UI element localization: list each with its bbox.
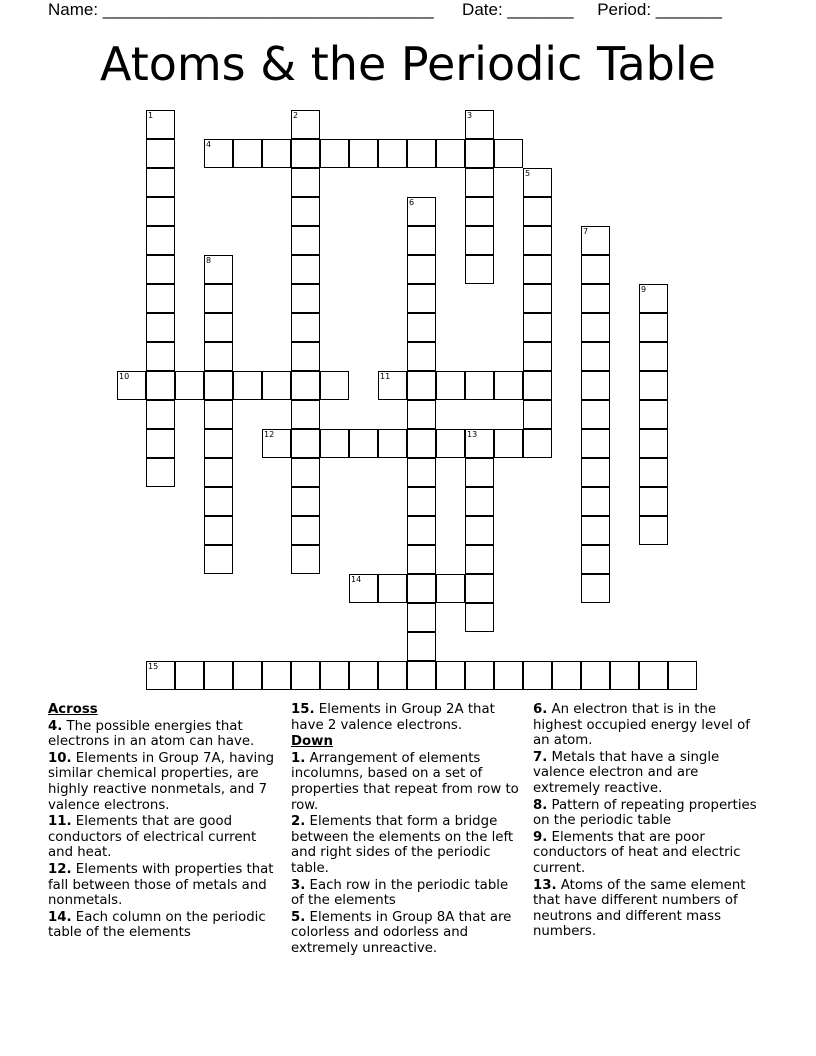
grid-cell[interactable] [523,284,552,313]
clue-number-label: 4 [206,140,212,149]
grid-cell[interactable] [407,139,436,168]
grid-cell[interactable] [465,574,494,603]
grid-cell[interactable] [291,255,320,284]
clue-number-label: 7 [583,227,589,236]
grid-cell[interactable] [581,661,610,690]
grid-cell[interactable] [204,284,233,313]
grid-cell[interactable] [465,371,494,400]
grid-cell[interactable] [407,545,436,574]
grid-cell[interactable] [494,661,523,690]
clue-number-label: 10 [119,372,130,381]
grid-cell[interactable] [291,458,320,487]
header-fields: Name: ___________________________________ Date: _______ Period: _______ [48,0,722,19]
clue-down-1: 1. Arrangement of elements incolumns, based on a set of properties that repeat from row to row. [291,750,519,813]
clue-number-label: 6 [409,198,415,207]
grid-cell[interactable] [581,400,610,429]
grid-cell[interactable] [291,168,320,197]
grid-cell[interactable] [378,371,407,400]
grid-cell[interactable] [407,284,436,313]
grid-cell[interactable] [378,429,407,458]
grid-cell[interactable] [146,139,175,168]
grid-cell[interactable] [407,226,436,255]
grid-cell[interactable] [523,197,552,226]
grid-cell[interactable] [581,545,610,574]
grid-cell[interactable] [320,661,349,690]
grid-cell[interactable] [581,255,610,284]
grid-cell[interactable] [146,284,175,313]
clue-number-label: 14 [351,575,362,584]
grid-cell[interactable] [407,458,436,487]
grid-cell[interactable] [378,139,407,168]
grid-cell[interactable] [407,342,436,371]
grid-cell[interactable] [291,110,320,139]
grid-cell[interactable] [291,429,320,458]
clue-down-7: 7. Metals that have a single valence electron and are extremely reactive. [533,749,720,796]
clue-number-label: 12 [264,430,275,439]
clue-across-4: 4. The possible energies that electrons in an atom can have. [48,718,255,750]
grid-cell[interactable] [146,342,175,371]
grid-cell[interactable] [581,226,610,255]
grid-cell[interactable] [291,516,320,545]
grid-cell[interactable] [320,429,349,458]
clue-number-label: 1 [148,111,154,120]
grid-cell[interactable] [349,574,378,603]
grid-cell[interactable] [523,661,552,690]
grid-cell[interactable] [233,371,262,400]
clue-number-label: 3 [467,111,473,120]
grid-cell[interactable] [204,400,233,429]
grid-cell[interactable] [204,371,233,400]
grid-cell[interactable] [146,371,175,400]
grid-cell[interactable] [465,661,494,690]
grid-cell[interactable] [465,255,494,284]
grid-cell[interactable] [639,516,668,545]
grid-cell[interactable] [639,487,668,516]
clue-across-11: 11. Elements that are good conductors of electrical current and heat. [48,814,257,861]
clues-column-3 [533,702,767,941]
grid-cell[interactable] [378,574,407,603]
grid-cell[interactable] [465,168,494,197]
clue-down-9: 9. Elements that are poor conductors of heat and electric current. [533,829,741,876]
grid-cell[interactable] [204,487,233,516]
grid-cell[interactable] [465,603,494,632]
clue-down-5: 5. Elements in Group 8A that are colorless and odorless and extremely unreactive. [291,909,512,956]
grid-cell[interactable] [581,574,610,603]
grid-cell[interactable] [465,110,494,139]
clue-across-15: 15. Elements in Group 2A that have 2 valence electrons. [291,702,495,733]
clue-number-label: 9 [641,285,647,294]
grid-cell[interactable] [407,197,436,226]
clues-column-1 [48,702,282,956]
grid-cell[interactable] [349,661,378,690]
grid-cell[interactable] [494,371,523,400]
grid-cell[interactable] [494,429,523,458]
grid-cell[interactable] [465,429,494,458]
grid-cell[interactable] [320,371,349,400]
grid-cell[interactable] [523,429,552,458]
grid-cell[interactable] [407,255,436,284]
grid-cell[interactable] [204,545,233,574]
clue-down-3: 3. Each row in the periodic table of the elements [291,877,509,909]
grid-cell[interactable] [581,516,610,545]
grid-cell[interactable] [262,371,291,400]
grid-cell[interactable] [291,284,320,313]
grid-cell[interactable] [668,661,697,690]
grid-cell[interactable] [639,661,668,690]
grid-cell[interactable] [610,661,639,690]
grid-cell[interactable] [262,139,291,168]
grid-cell[interactable] [465,197,494,226]
across-heading: Across [48,702,98,717]
grid-cell[interactable] [523,168,552,197]
grid-cell[interactable] [204,516,233,545]
grid-cell[interactable] [581,487,610,516]
grid-cell[interactable] [639,313,668,342]
grid-cell[interactable] [465,458,494,487]
grid-cell[interactable] [639,371,668,400]
clues-column-2 [291,702,525,956]
grid-cell[interactable] [175,371,204,400]
grid-cell[interactable] [523,226,552,255]
clue-number-label: 8 [206,256,212,265]
grid-cell[interactable] [436,429,465,458]
grid-cell[interactable] [146,313,175,342]
grid-cell[interactable] [523,342,552,371]
grid-cell[interactable] [291,545,320,574]
clue-down-6: 6. An electron that is in the highest occupied energy level of an atom. [533,702,750,749]
grid-cell[interactable] [523,400,552,429]
grid-cell[interactable] [581,284,610,313]
grid-cell[interactable] [494,139,523,168]
grid-cell[interactable] [349,139,378,168]
grid-cell[interactable] [233,661,262,690]
grid-cell[interactable] [523,313,552,342]
grid-cell[interactable] [146,255,175,284]
grid-cell[interactable] [146,429,175,458]
grid-cell[interactable] [204,458,233,487]
grid-cell[interactable] [465,139,494,168]
grid-cell[interactable] [639,284,668,313]
grid-cell[interactable] [291,371,320,400]
grid-cell[interactable] [378,661,407,690]
grid-cell[interactable] [204,429,233,458]
grid-cell[interactable] [581,429,610,458]
grid-cell[interactable] [407,603,436,632]
grid-cell[interactable] [639,429,668,458]
grid-cell[interactable] [291,487,320,516]
grid-cell[interactable] [436,139,465,168]
grid-cell[interactable] [523,255,552,284]
grid-cell[interactable] [465,545,494,574]
clue-number-label: 11 [380,372,391,381]
grid-cell[interactable] [407,400,436,429]
grid-cell[interactable] [436,574,465,603]
grid-cell[interactable] [581,458,610,487]
grid-cell[interactable] [175,661,204,690]
grid-cell[interactable] [349,429,378,458]
grid-cell[interactable] [146,458,175,487]
page-title: Atoms & the Periodic Table [100,37,716,91]
grid-cell[interactable] [204,661,233,690]
grid-cell[interactable] [146,197,175,226]
grid-cell[interactable] [291,661,320,690]
grid-cell[interactable] [262,429,291,458]
grid-cell[interactable] [291,139,320,168]
grid-cell[interactable] [407,574,436,603]
grid-cell[interactable] [262,661,291,690]
grid-cell[interactable] [204,313,233,342]
grid-cell[interactable] [291,313,320,342]
grid-cell[interactable] [146,110,175,139]
grid-cell[interactable] [146,400,175,429]
grid-cell[interactable] [291,400,320,429]
grid-cell[interactable] [581,371,610,400]
clue-number-label: 5 [525,169,531,178]
grid-cell[interactable] [204,255,233,284]
clue-down-13: 13. Atoms of the same element that have different numbers of neutrons and different mass numbers. [533,877,746,940]
grid-cell[interactable] [465,226,494,255]
grid-cell[interactable] [465,516,494,545]
grid-cell[interactable] [581,313,610,342]
grid-cell[interactable] [523,371,552,400]
clue-across-12: 12. Elements with properties that fall between those of metals and nonmetals. [48,861,274,909]
grid-cell[interactable] [233,139,262,168]
clue-down-2: 2. Elements that form a bridge between the elements on the left and right sides of the periodic table. [291,814,514,876]
grid-cell[interactable] [291,197,320,226]
grid-cell[interactable] [204,342,233,371]
grid-cell[interactable] [204,139,233,168]
clue-across-10: 10. Elements in Group 7A, having similar chemical properties, are highly reactive nonmetals, and 7 valence electrons. [48,750,275,813]
grid-cell[interactable] [407,429,436,458]
grid-cell[interactable] [407,487,436,516]
grid-cell[interactable] [407,516,436,545]
grid-cell[interactable] [146,661,175,690]
grid-cell[interactable] [639,342,668,371]
grid-cell[interactable] [320,139,349,168]
grid-cell[interactable] [639,400,668,429]
grid-cell[interactable] [407,632,436,661]
clue-number-label: 2 [293,111,299,120]
clue-across-14: 14. Each column on the periodic table of the elements [48,909,266,941]
grid-cell[interactable] [407,313,436,342]
grid-cell[interactable] [146,168,175,197]
grid-cell[interactable] [581,342,610,371]
clue-number-label: 13 [467,430,478,439]
grid-cell[interactable] [639,458,668,487]
grid-cell[interactable] [146,226,175,255]
grid-cell[interactable] [465,487,494,516]
grid-cell[interactable] [291,342,320,371]
grid-cell[interactable] [436,661,465,690]
grid-cell[interactable] [407,371,436,400]
grid-cell[interactable] [407,661,436,690]
grid-cell[interactable] [291,226,320,255]
grid-cell[interactable] [552,661,581,690]
down-heading: Down [291,734,333,750]
clue-down-8: 8. Pattern of repeating properties on the periodic table [533,797,757,829]
grid-cell[interactable] [436,371,465,400]
clue-number-label: 15 [148,662,159,671]
grid-cell[interactable] [117,371,146,400]
